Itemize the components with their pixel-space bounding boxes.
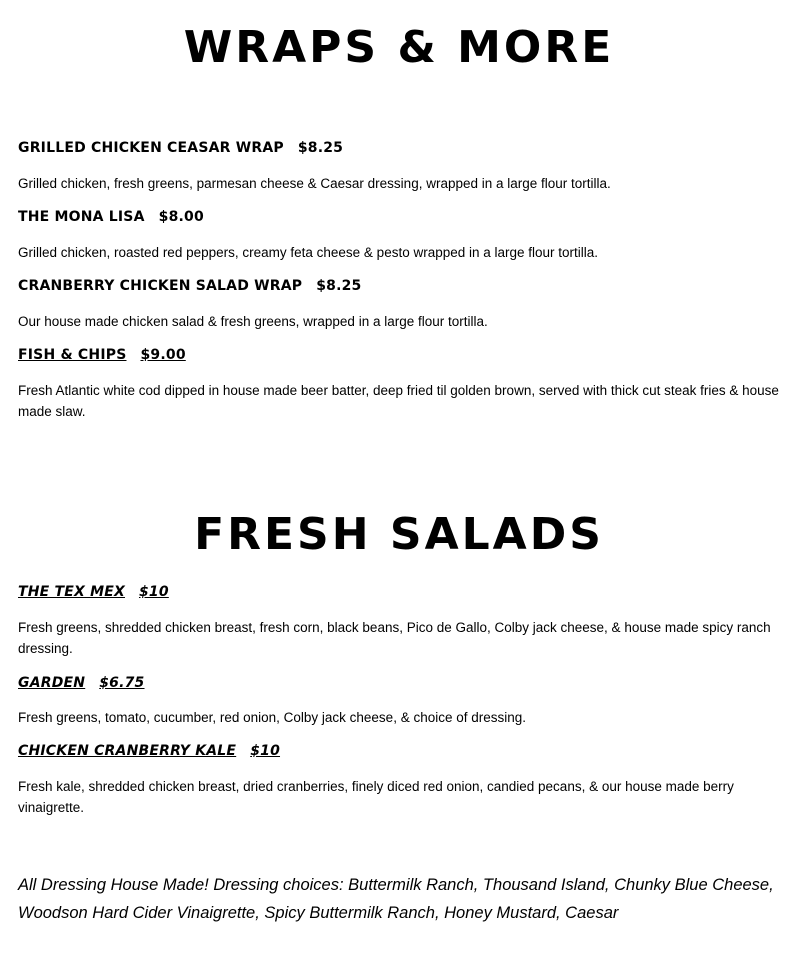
item-price: $9.00 (140, 347, 186, 363)
dressing-choices-note: All Dressing House Made! Dressing choices: Buttermilk Ranch, Thousand Island, Chunky Blue Cheese, Woodson Hard Cider Vinaigrette, Spicy Buttermilk Ranch, Honey Mustard, Caesar (18, 876, 774, 922)
menu-item-description: Fresh kale, shredded chicken breast, dried cranberries, finely diced red onion, candied pecans, & our house made berry vinaigrette. (18, 779, 734, 815)
menu-item-name (18, 674, 145, 692)
item-name-text: GRILLED CHICKEN CEASAR WRAP (18, 140, 284, 156)
item-name-text: CHICKEN CRANBERRY KALE (18, 743, 237, 759)
item-name-text: FISH & CHIPS (18, 347, 127, 363)
item-price: $8.25 (297, 140, 344, 156)
menu-item-description: Fresh greens, tomato, cucumber, red onion, Colby jack cheese, & choice of dressing. (18, 710, 527, 725)
item-price: $10 (250, 743, 281, 759)
menu-item-name (18, 742, 280, 760)
item-name-text: THE MONA LISA (18, 209, 145, 225)
item-name-text: THE TEX MEX (18, 584, 125, 600)
menu-item-description: Grilled chicken, roasted red peppers, creamy feta cheese & pesto wrapped in a large flour tortilla. (18, 245, 599, 260)
item-price: $8.00 (158, 209, 204, 225)
item-price: $6.75 (99, 675, 145, 691)
wraps-section-title: WRAPS & MORE (183, 22, 615, 73)
menu-item-description: Grilled chicken, fresh greens, parmesan cheese & Caesar dressing, wrapped in a large flour tortilla. (18, 176, 611, 191)
menu-item-name (18, 583, 169, 601)
menu-item-description: Our house made chicken salad & fresh greens, wrapped in a large flour tortilla. (18, 314, 488, 329)
item-name-text: GARDEN (18, 675, 86, 691)
menu-item-name (18, 346, 186, 364)
menu-item-name (18, 208, 204, 226)
salads-section-title: FRESH SALADS (194, 509, 604, 560)
item-price: $10 (138, 584, 169, 600)
item-name-text: CRANBERRY CHICKEN SALAD WRAP (18, 278, 303, 294)
menu-item-description: Fresh Atlantic white cod dipped in house made beer batter, deep fried til golden brown, served with thick cut steak fries & house made slaw. (18, 383, 779, 419)
item-price: $8.25 (316, 278, 362, 294)
menu-item-name (18, 277, 362, 295)
menu-item-description: Fresh greens, shredded chicken breast, fresh corn, black beans, Pico de Gallo, Colby jack cheese, & house made spicy ranch dressing. (18, 620, 771, 656)
menu-item-name (18, 139, 343, 157)
